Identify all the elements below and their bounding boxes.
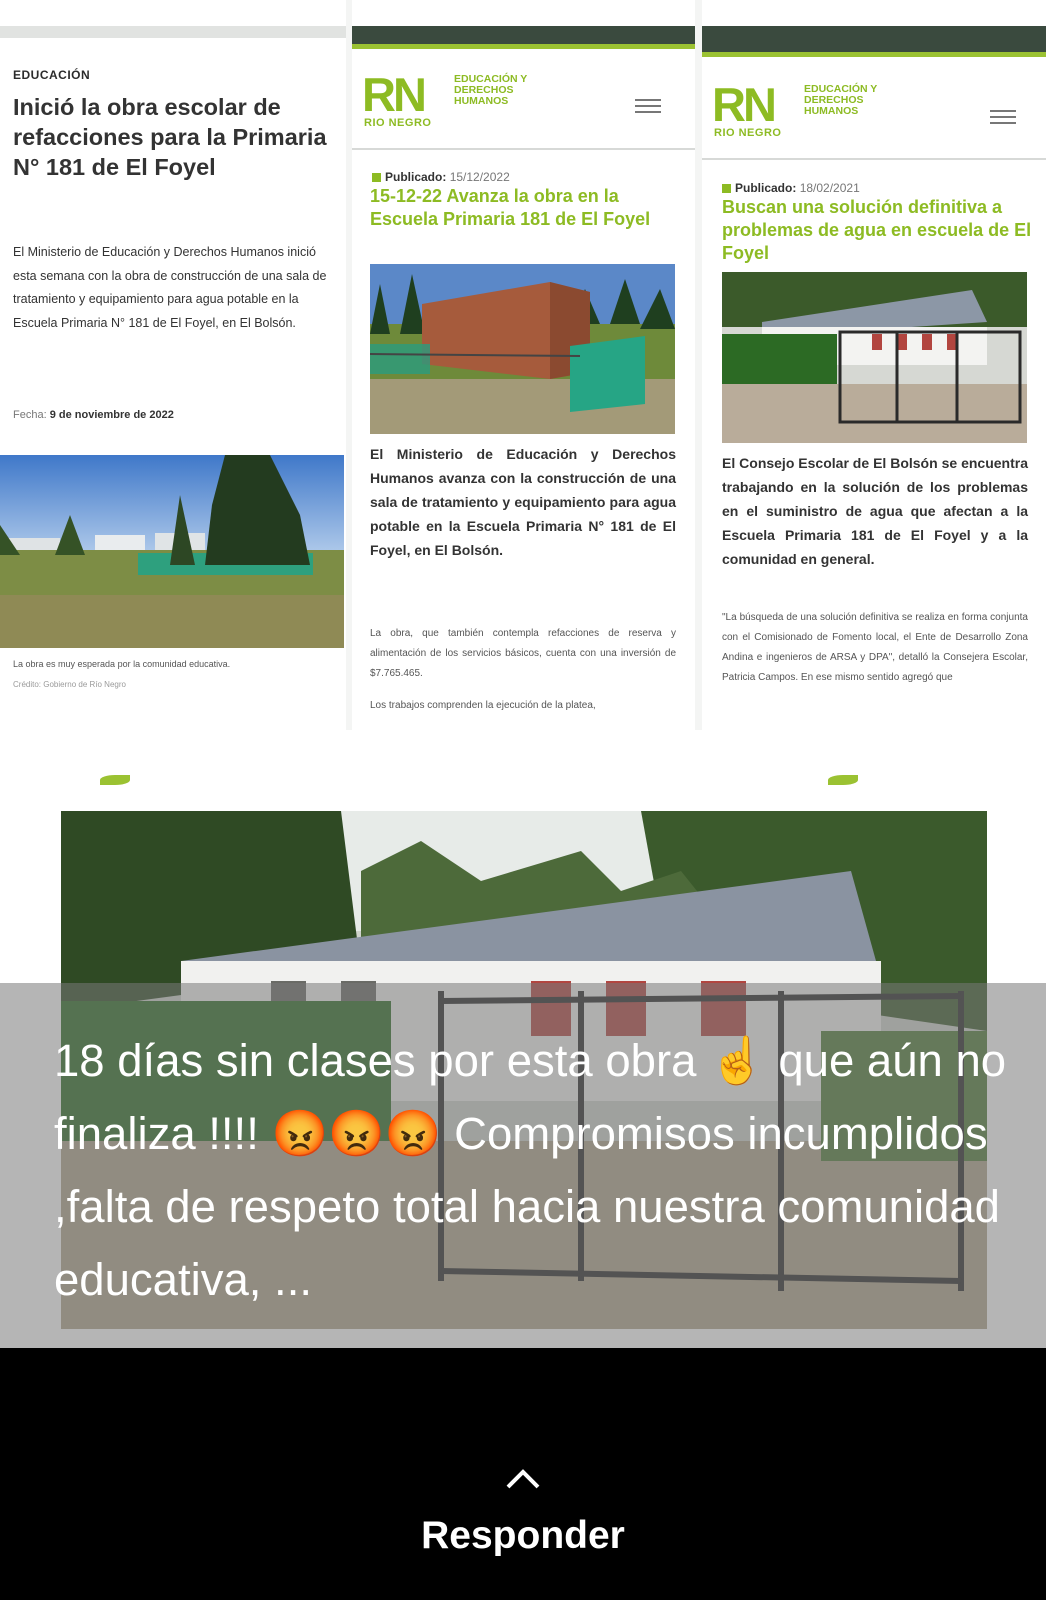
logo-mark: RN (712, 78, 774, 131)
leaf-icon (828, 775, 858, 785)
logo-subtitle: RIO NEGRO (714, 127, 782, 139)
department-name: EDUCACIÓN Y DERECHOS HUMANOS (804, 83, 878, 117)
article-date (13, 409, 174, 421)
site-header-bar (352, 26, 695, 49)
article-photo (722, 272, 1027, 443)
bullet-icon (722, 184, 731, 193)
article-lead: El Consejo Escolar de El Bolsón se encuentra trabajando en la solución de los problemas en el suministro de agua que afectan a la Escuela Primaria 181 de El Foyel y a la comunidad en general. (722, 455, 1028, 567)
publish-label: Publicado: (735, 181, 797, 195)
hamburger-menu-icon[interactable] (990, 106, 1016, 128)
divider (352, 148, 695, 150)
publish-label: Publicado: (385, 170, 447, 184)
bullet-icon (372, 173, 381, 182)
article-lead: El Ministerio de Educación y Derechos Humanos avanza con la construcción de una sala de tratamiento y equipamiento para agua potable en la Escuela Primaria N° 181 de El Foyel, en El Bolsón. (370, 446, 676, 558)
site-header-bar (702, 26, 1046, 57)
article-body: El Ministerio de Educación y Derechos Humanos inició esta semana con la obra de construcción de una sala de tratamiento y equipamiento para agua potable en la Escuela Primaria N° 181 de El Foyel, en El Bolsón. (13, 245, 327, 330)
article-photo (370, 264, 675, 434)
school-field-photo (0, 455, 344, 648)
article-card-1 (0, 0, 346, 730)
article-paragraph: "La búsqueda de una solución definitiva se realiza en forma conjunta con el Comisionado de Fomento local, el Ente de Desarrollo Zona Andina e ingenieros de ARSA y DPA", detalló la Consejera Escolar, Patricia Campos. En ese mismo sentido agregó que (722, 612, 1028, 683)
divider (702, 158, 1046, 160)
date-label: Fecha: (13, 409, 47, 421)
photo-caption: La obra es muy esperada por la comunidad educativa. (13, 659, 231, 669)
publish-info (372, 170, 510, 184)
article-title[interactable]: 15-12-22 Avanza la obra en la Escuela Primaria 181 de El Foyel (370, 186, 651, 229)
publish-date: 18/02/2021 (799, 181, 860, 195)
logo-subtitle: RIO NEGRO (364, 117, 432, 129)
publish-date: 15/12/2022 (449, 170, 510, 184)
reply-button[interactable] (0, 1460, 1046, 1580)
logo-mark: RN (362, 68, 424, 121)
construction-photo (370, 264, 675, 434)
article-paragraph: La obra, que también contempla refacciones de reserva y alimentación de los servicios básicos, cuenta con una inversión de $7.765.465. (370, 628, 676, 679)
rn-logo[interactable] (362, 68, 542, 132)
story-caption: 18 días sin clases por esta obra ☝ que aún no finaliza !!!! 😡😡😡 Compromisos incumplidos ,falta de respeto total hacia nuestra comunidad educativa, ... (54, 1035, 1007, 1305)
article-paragraph: Los trabajos comprenden la ejecución de la platea, (370, 700, 596, 711)
reply-label: Responder (421, 1514, 625, 1557)
school-building-photo (722, 272, 1027, 443)
hamburger-menu-icon[interactable] (635, 95, 661, 117)
chevron-up-icon (505, 1468, 541, 1490)
article-card-3 (702, 0, 1046, 730)
date-value: 9 de noviembre de 2022 (49, 409, 174, 421)
article-headline: Inició la obra escolar de refacciones para la Primaria N° 181 de El Foyel (13, 94, 327, 180)
rn-logo[interactable] (712, 78, 892, 142)
photo-credit: Crédito: Gobierno de Río Negro (13, 680, 126, 689)
section-kicker: EDUCACIÓN (13, 68, 91, 82)
article-photo (0, 455, 344, 648)
leaf-icon (100, 775, 130, 785)
top-bar (0, 26, 346, 38)
publish-info (722, 181, 860, 195)
department-name: EDUCACIÓN Y DERECHOS HUMANOS (454, 73, 528, 107)
article-title[interactable]: Buscan una solución definitiva a problemas de agua en escuela de El Foyel (722, 197, 1032, 263)
article-card-2 (352, 0, 695, 730)
